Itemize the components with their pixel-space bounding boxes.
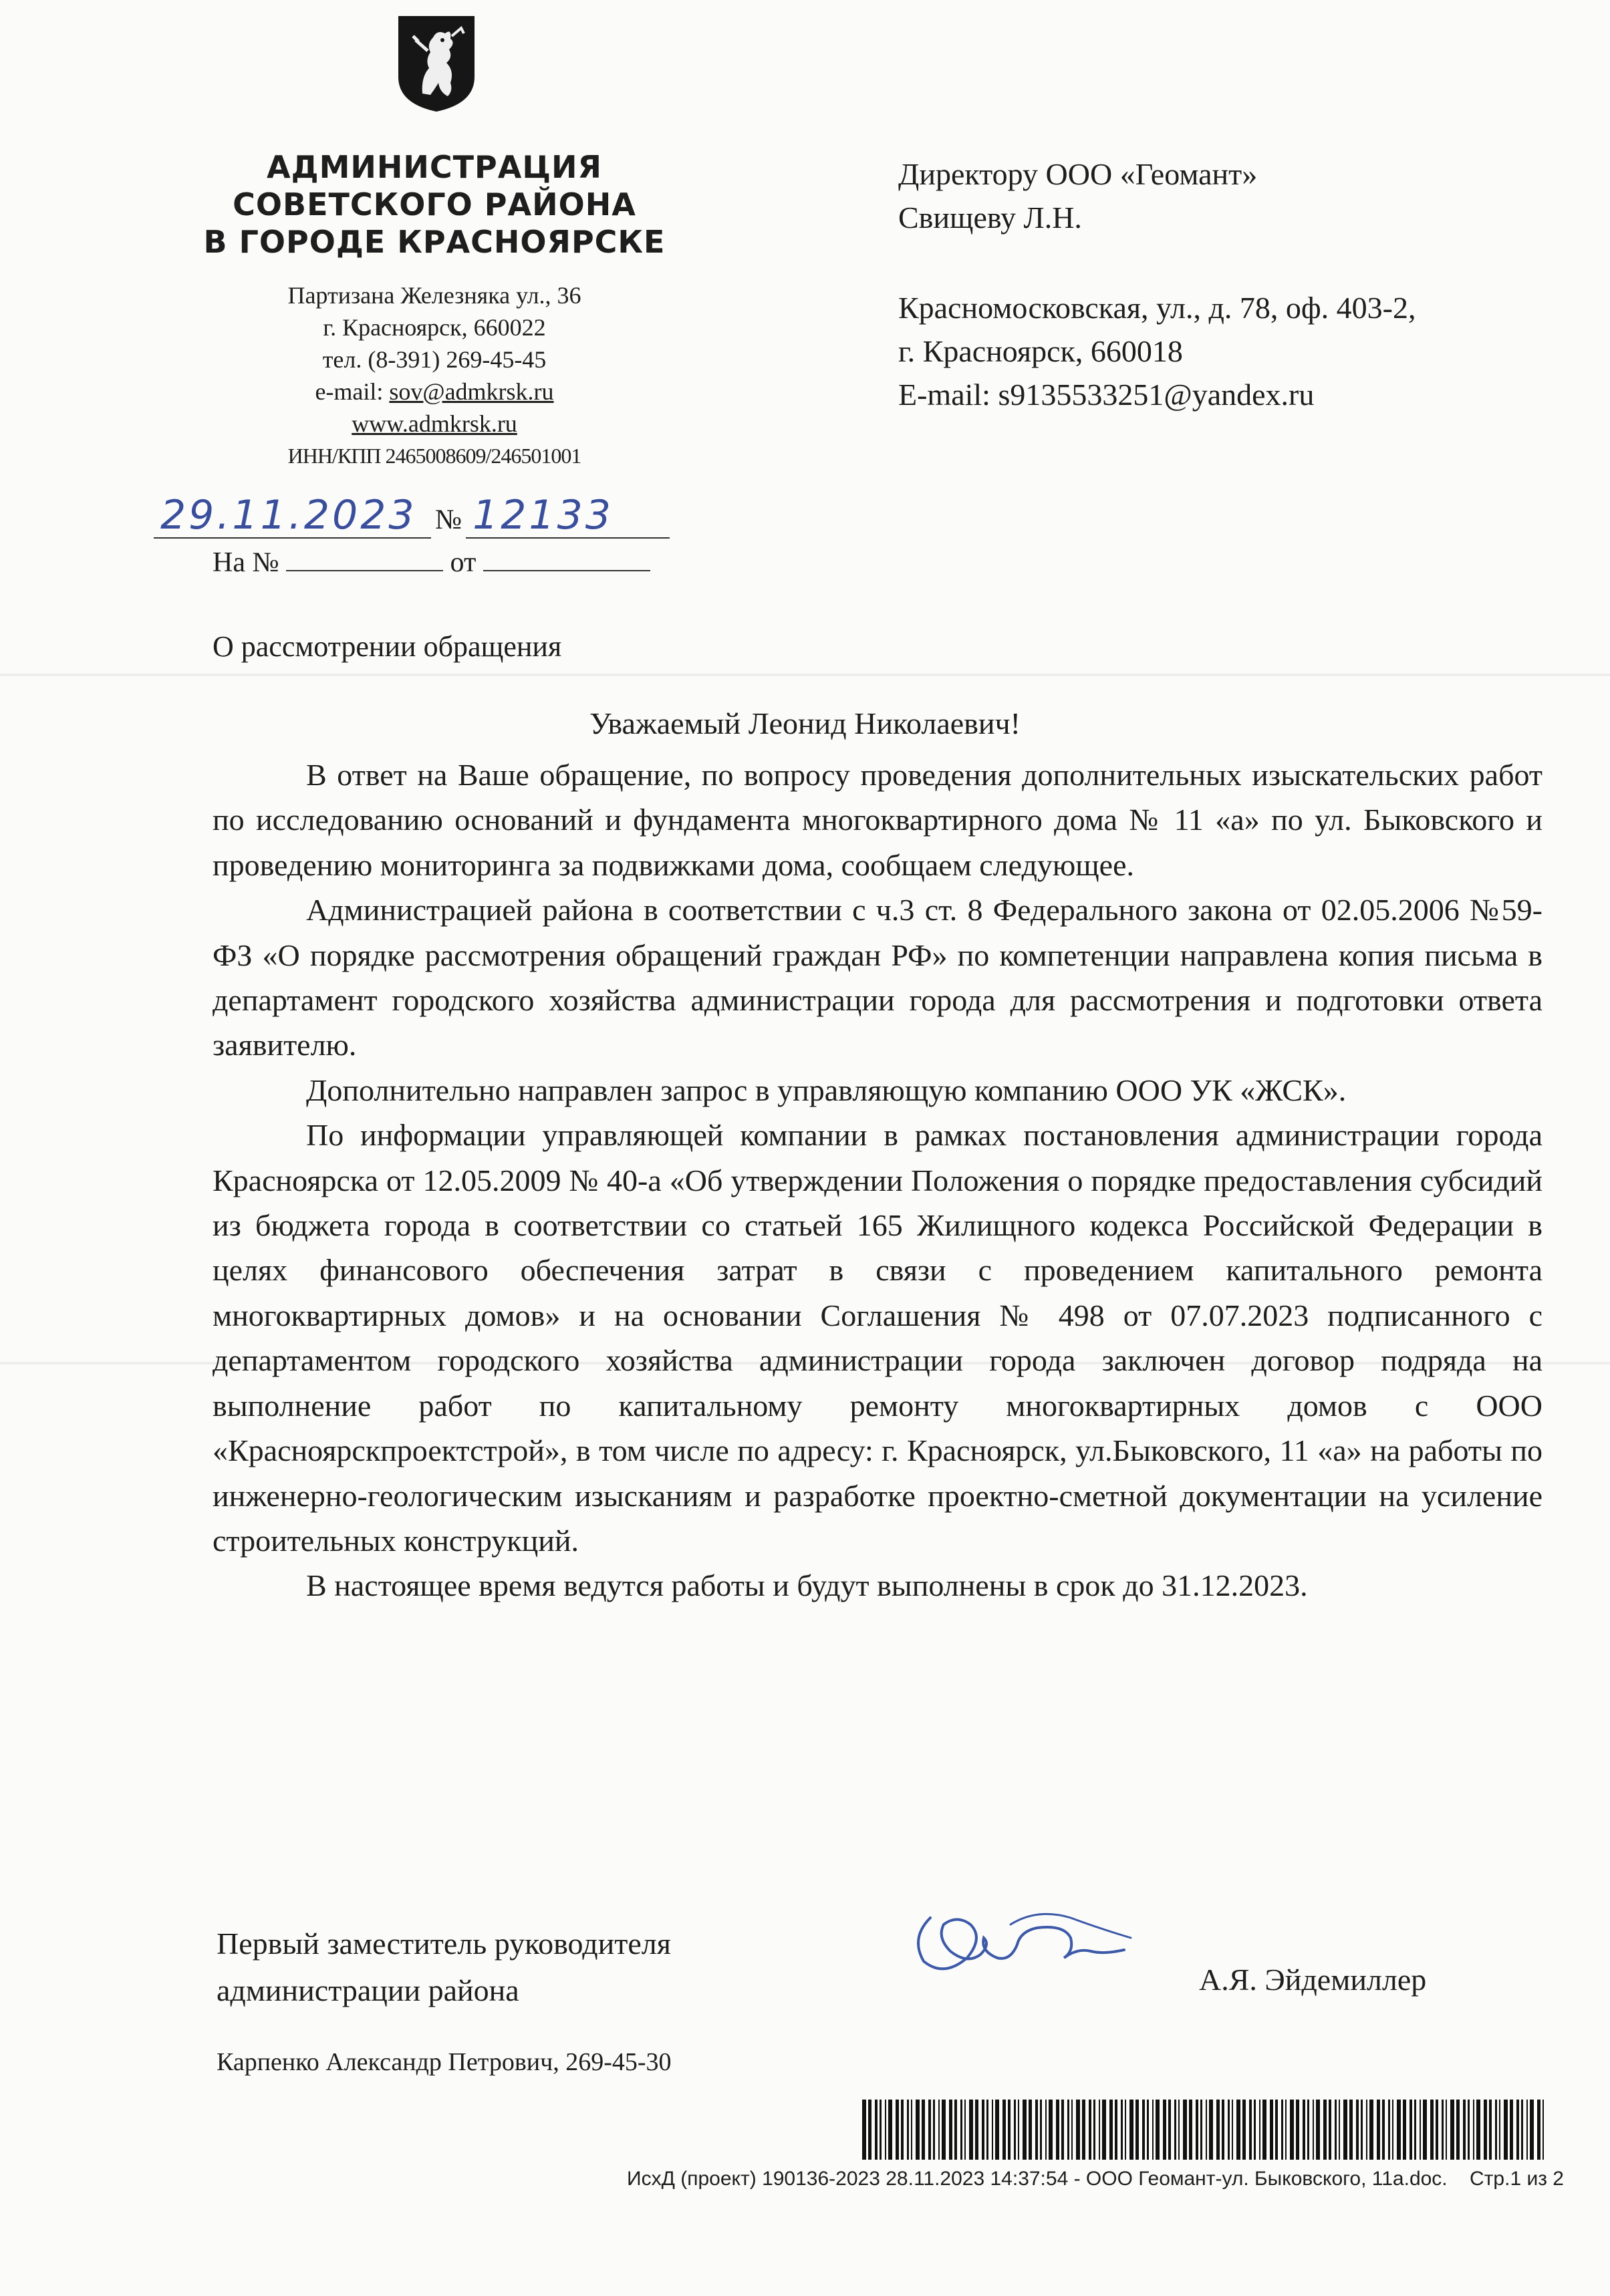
org-phone: тел. (8-391) 269-45-45 [322,346,547,373]
reference-line [213,547,650,579]
footer-line [521,2168,1564,2190]
recipient-email: E-mail: s9135533251@yandex.ru [898,378,1315,412]
handwritten-number: 12133 [466,493,670,539]
footer-document-info: ИсхД (проект) 190136-2023 28.11.2023 14:37:54 - ООО Геомант-ул. Быковского, 11а.doc. [627,2168,1448,2190]
signatory-position-line: Первый заместитель руководителя [217,1926,671,1961]
paper-fold [0,674,1610,676]
reference-date-blank [483,547,650,571]
org-email-label: e-mail: [315,378,390,405]
body-paragraph: В настоящее время ведутся работы и будут выполнены в срок до 31.12.2023. [306,1568,1308,1603]
letter-subject: О рассмотрении обращения [213,630,562,663]
org-inn: ИНН/КПП 2465008609/246501001 [287,444,581,468]
body-paragraph: В ответ на Ваше обращение, по вопросу проведения дополнительных изыскательских работ по исследованию оснований и фундамента многоквартирного дома № 11 «а» по ул. Быковского и проведению мониторинга за подвижками дома, сообщаем следующее. [213,758,1542,882]
number-label: № [435,505,462,535]
signatory-name: А.Я. Эйдемиллер [1199,1963,1427,1997]
registration-line [154,493,670,539]
signatory-position [217,1920,671,2014]
handwritten-signature-icon [904,1898,1144,1985]
org-name-line: СОВЕТСКОГО РАЙОНА [233,186,636,223]
reference-number-label: На № [213,547,279,578]
body-paragraph: По информации управляющей компании в рамках постановления администрации города Красноярска от 12.05.2009 № 40-а «Об утверждении Положения о порядке предоставления субсидий из бюджета города в соответствии со статьей 165 Жилищного кодекса Российской Федерации в целях финансового обеспечения затрат в связи с проведением капитального ремонта многоквартирных домов» и на основании Соглашения № 498 от 07.07.2023 подписанного с департаментом городского хозяйства администрации города заключен договор подряда на выполнение работ по капитальному ремонту многоквартирных домов с ООО «Красноярскпроектстрой», в том числе по адресу: г. Красноярск, ул.Быковского, 11 «а» на работы по инженерно-геологическим изысканиям и разработке проектно-сметной документации на усиление строительных конструкций. [213,1118,1542,1558]
recipient-address-city: г. Красноярск, 660018 [898,334,1183,368]
org-website-link[interactable]: www.admkrsk.ru [352,410,517,437]
reference-number-blank [286,547,443,571]
body-paragraph: Администрацией района в соответствии с ч.3 ст. 8 Федерального закона от 02.05.2006 №59-ФЗ «О порядке рассмотрения обращений граждан РФ» по компетенции направлена копия письма в департамент городского хозяйства администрации города для рассмотрения и подготовки ответа заявителю. [213,893,1542,1062]
recipient-block [898,152,1567,416]
letter-body [213,752,1542,1608]
handwritten-date: 29.11.2023 [154,493,431,539]
org-address-street: Партизана Железняка ул., 36 [287,282,581,309]
signatory-position-line: администрации района [217,1973,519,2007]
document-barcode-icon [862,2100,1544,2160]
org-address-city: г. Красноярск, 660022 [323,314,546,341]
org-email-line [180,376,688,408]
body-paragraph: Дополнительно направлен запрос в управляющую компанию ООО УК «ЖСК». [306,1072,1347,1107]
salutation: Уважаемый Леонид Николаевич! [589,706,1021,740]
executor-info: Карпенко Александр Петрович, 269-45-30 [217,2048,672,2076]
org-email-link[interactable]: sov@admkrsk.ru [389,378,554,405]
recipient-address-street: Красномосковская, ул., д. 78, оф. 403-2, [898,291,1416,325]
recipient-position: Директору ООО «Геомант» [898,157,1258,191]
organization-contacts [180,279,688,472]
org-name-line: АДМИНИСТРАЦИЯ [267,149,602,185]
organization-name [167,148,702,261]
footer-page-info: Стр.1 из 2 [1470,2168,1564,2190]
org-name-line: В ГОРОДЕ КРАСНОЯРСКЕ [203,224,666,260]
recipient-name: Свищеву Л.Н. [898,200,1082,235]
reference-from-label: от [450,547,477,578]
coat-of-arms-icon [396,13,477,114]
